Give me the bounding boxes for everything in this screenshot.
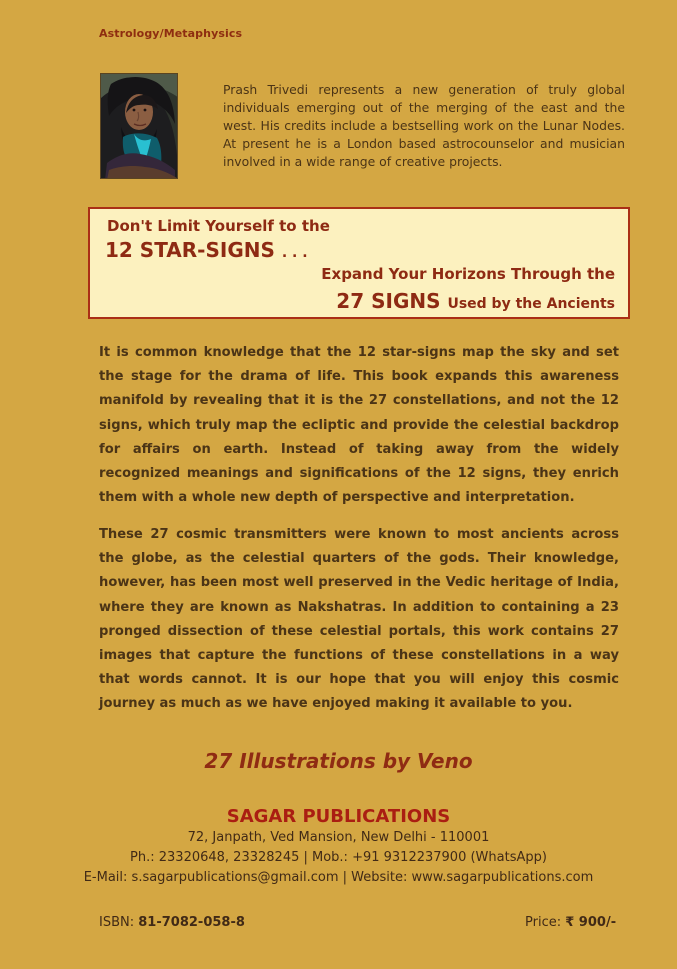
publisher-address: 72, Janpath, Ved Mansion, New Delhi - 110001 xyxy=(187,830,490,845)
isbn-value: 81-7082-058-8 xyxy=(138,915,245,930)
promo-line-4-tail: Used by the Ancients xyxy=(447,296,615,312)
promo-line-4 xyxy=(336,289,615,313)
price-value: ₹ 900/- xyxy=(565,915,617,930)
promo-line-2 xyxy=(105,238,308,262)
promo-line-4-main: 27 SIGNS xyxy=(336,289,441,313)
promo-line-2-main: 12 STAR-SIGNS xyxy=(105,238,275,262)
author-bio: Prash Trivedi represents a new generation of truly global individuals emerging out of the merging of the east and the west. His credits include a bestselling work on the Lunar Nodes. At present he is a London based astrocounselor and musician involved in a wide range of creative projects. xyxy=(223,82,625,169)
isbn-label: ISBN: xyxy=(99,915,139,930)
publisher-name: SAGAR PUBLICATIONS xyxy=(226,806,451,827)
price-label: Price: xyxy=(525,915,566,930)
promo-line-3: Expand Your Horizons Through the xyxy=(321,265,615,283)
price xyxy=(525,915,616,930)
author-photo xyxy=(100,73,178,179)
promo-box xyxy=(88,207,630,319)
description-paragraph-2: These 27 cosmic transmitters were known to most ancients across the globe, as the celestial quarters of the gods. Their knowledge, however, has been most well preserved in the Vedic heritage of India, where they are known as Nakshatras. In addition to containing a 23 pronged dissection of these celestial portals, this work contains 27 images that capture the functions of these constellations in a way that words cannot. It is our hope that you will enjoy this cosmic journey as much as we have enjoyed making it available to you. xyxy=(99,527,619,712)
promo-line-1: Don't Limit Yourself to the xyxy=(107,217,330,235)
promo-line-2-tail: . . . xyxy=(281,245,308,261)
category-label: Astrology/Metaphysics xyxy=(99,27,243,40)
description-paragraph-1: It is common knowledge that the 12 star-signs map the sky and set the stage for the drama of life. This book expands this awareness manifold by revealing that it is the 27 constellations, and not the 12 signs, which truly map the ecliptic and provide the celestial backdrop for affairs on earth. Instead of taking away from the widely recognized meanings and significations of the 12 signs, they enrich them with a whole new depth of perspective and interpretation. xyxy=(99,345,619,506)
publisher-contact: E-Mail: s.sagarpublications@gmail.com | Website: www.sagarpublications.com xyxy=(83,870,594,885)
illustrations-credit: 27 Illustrations by Veno xyxy=(204,749,473,773)
isbn xyxy=(99,915,245,930)
publisher-phone: Ph.: 23320648, 23328245 | Mob.: +91 9312237900 (WhatsApp) xyxy=(130,850,547,865)
